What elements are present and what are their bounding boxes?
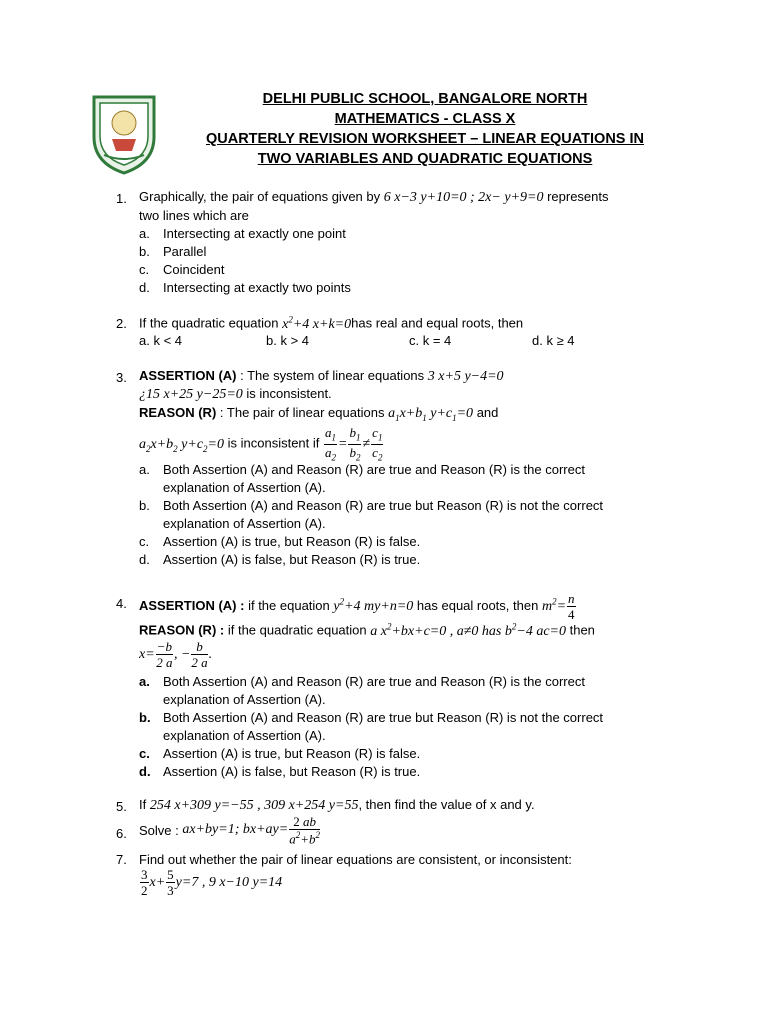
option-letter: b. bbox=[139, 710, 151, 725]
fraction: $\frac{n}{4}$ bbox=[568, 591, 575, 622]
option-letter: a. bbox=[139, 674, 150, 689]
equation: $x^2+4$ x+k=0 bbox=[282, 314, 352, 332]
option-text: Both Assertion (A) and Reason (R) are true and Reason (R) is the correct bbox=[163, 462, 585, 477]
question-7-text: Find out whether the pair of linear equations are consistent, or inconsistent: bbox=[139, 852, 572, 867]
equation: 6 x−3 y+10=0 ; 2x− y+9=0 bbox=[383, 190, 544, 205]
option bbox=[139, 244, 206, 259]
question-7-equation: $\frac{3}{2}$ x+ $\frac{5}{3}$ y=7 , 9 x−10 y=14 bbox=[141, 867, 283, 898]
option-letter: a. bbox=[139, 226, 150, 241]
option bbox=[139, 226, 346, 241]
question-text: Solve : bbox=[139, 822, 179, 838]
reason-line bbox=[139, 621, 595, 640]
assertion-text: has equal roots, then bbox=[416, 597, 539, 613]
reason-text: and bbox=[476, 405, 499, 420]
question-text: has real and equal roots, then bbox=[351, 315, 524, 331]
assertion-label: ASSERTION (A) : bbox=[139, 597, 245, 613]
fraction: $\frac{2 ab}{a^2+b^2}$ bbox=[289, 814, 320, 847]
question-number: 1. bbox=[116, 191, 127, 206]
option-text-cont: explanation of Assertion (A). bbox=[163, 692, 326, 707]
option-letter: b. bbox=[139, 498, 150, 513]
option bbox=[139, 764, 420, 779]
reason-label: REASON (R) : bbox=[139, 622, 225, 638]
option bbox=[139, 262, 224, 277]
option-letter: b. bbox=[139, 244, 150, 259]
option-text: Assertion (A) is true, but Reason (R) is false. bbox=[163, 534, 421, 549]
reason-text: if the quadratic equation bbox=[227, 622, 367, 638]
question-number: 5. bbox=[116, 799, 127, 814]
equation: $a_1x+b_1$ $y+c_1=0$ bbox=[388, 406, 474, 423]
fraction: $\frac{5}{3}$ bbox=[167, 867, 174, 898]
option-text: Intersecting at exactly two points bbox=[163, 280, 351, 295]
worksheet-title-line1: QUARTERLY REVISION WORKSHEET – LINEAR EQUATIONS IN bbox=[205, 131, 644, 147]
option bbox=[139, 552, 420, 567]
fraction: $\frac{-b}{2 a}$ bbox=[156, 639, 173, 670]
option-text: Assertion (A) is true, but Reason (R) is false. bbox=[163, 746, 421, 761]
option-text: Parallel bbox=[163, 244, 207, 259]
option: c. k = 4 bbox=[409, 333, 452, 348]
option: a. k < 4 bbox=[139, 333, 182, 348]
option-letter: c. bbox=[139, 746, 150, 761]
question-number: 4. bbox=[116, 596, 127, 611]
school-logo bbox=[90, 93, 158, 175]
question-number: 3. bbox=[116, 370, 127, 385]
assertion-label: ASSERTION (A) bbox=[139, 368, 237, 383]
fraction: $\frac{a_1}{a_2}$ bbox=[325, 425, 337, 463]
reason-line bbox=[139, 405, 498, 423]
question-2-text bbox=[139, 314, 523, 333]
fraction: $\frac{b}{2 a}$ bbox=[191, 639, 208, 670]
option bbox=[139, 280, 351, 295]
option-letter: c. bbox=[139, 262, 150, 277]
question-text: represents bbox=[547, 189, 609, 204]
reason-line-cont: $a_2x+b_2$ $y+c_2=0$ is inconsistent if $\frac{a_1}{a_2}$ = $\frac{b_1}{b_2}$ ≠ $\frac{c_1}{c_2}$ bbox=[139, 425, 383, 463]
equation: $m^2=$ bbox=[541, 596, 567, 614]
option-text: Both Assertion (A) and Reason (R) are true but Reason (R) is not the correct bbox=[163, 498, 604, 513]
question-text: Graphically, the pair of equations given by bbox=[139, 189, 381, 204]
equation: y=7 , 9 x−10 y=14 bbox=[175, 874, 283, 890]
option bbox=[139, 498, 603, 513]
question-number: 6. bbox=[116, 826, 127, 841]
worksheet-title-line2: TWO VARIABLES AND QUADRATIC EQUATIONS bbox=[257, 151, 593, 167]
option-text: Both Assertion (A) and Reason (R) are true but Reason (R) is not the correct bbox=[163, 710, 604, 725]
option-letter: d. bbox=[139, 280, 150, 295]
fraction: $\frac{3}{2}$ bbox=[141, 867, 148, 898]
fraction: $\frac{c_1}{c_2}$ bbox=[372, 425, 383, 463]
reason-text: is inconsistent if bbox=[227, 435, 320, 451]
option bbox=[139, 674, 585, 689]
question-text: If bbox=[139, 797, 147, 812]
equation: $y^2+4$ my+n=0 bbox=[333, 596, 414, 614]
option bbox=[139, 746, 420, 761]
reason-label: REASON (R) bbox=[139, 405, 217, 420]
option-text: Both Assertion (A) and Reason (R) are true and Reason (R) is the correct bbox=[163, 674, 585, 689]
question-number: 2. bbox=[116, 316, 127, 331]
question-text: If the quadratic equation bbox=[139, 315, 279, 331]
option-text: Assertion (A) is false, but Reason (R) is true. bbox=[163, 552, 421, 567]
option-text-cont: explanation of Assertion (A). bbox=[163, 728, 326, 743]
option-text-cont: explanation of Assertion (A). bbox=[163, 480, 326, 495]
question-number: 7. bbox=[116, 852, 127, 867]
option bbox=[139, 710, 603, 725]
option-text: Intersecting at exactly one point bbox=[163, 226, 346, 241]
assertion-line bbox=[139, 592, 577, 621]
fraction: $\frac{b_1}{b_2}$ bbox=[349, 425, 361, 463]
equation: ¿15 x+25 y−25=0 bbox=[139, 387, 243, 402]
option-letter: c. bbox=[139, 534, 150, 549]
question-6-text bbox=[139, 815, 321, 845]
question-1-text bbox=[139, 189, 609, 206]
option-letter: d. bbox=[139, 552, 150, 567]
option bbox=[139, 534, 420, 549]
school-name: DELHI PUBLIC SCHOOL, BANGALORE NORTH bbox=[262, 91, 588, 107]
equation-part: +4 x+k=0 bbox=[292, 316, 352, 332]
assertion-text: : The system of linear equations bbox=[240, 368, 425, 383]
assertion-text: is inconsistent. bbox=[246, 386, 332, 401]
equation: 254 x+309 y=−55 , 309 x+254 y=55 bbox=[149, 798, 359, 813]
option-text: Assertion (A) is false, but Reason (R) is true. bbox=[163, 764, 421, 779]
question-text: , then find the value of x and y. bbox=[358, 797, 535, 812]
equation: $a_2x+b_2$ $y+c_2=0$ bbox=[139, 436, 224, 454]
option-letter: d. bbox=[139, 764, 151, 779]
option: b. k > 4 bbox=[266, 333, 309, 348]
equation: a $x^2+bx+c=0$ , a≠0 has $b^2-4$ ac=0 bbox=[370, 621, 566, 639]
assertion-text: if the equation bbox=[248, 597, 330, 613]
reason-text: then bbox=[569, 622, 595, 638]
question-5-text bbox=[139, 797, 535, 814]
option-letter: a. bbox=[139, 462, 150, 477]
option: d. k ≥ 4 bbox=[532, 333, 575, 348]
option bbox=[139, 462, 585, 477]
option-text-cont: explanation of Assertion (A). bbox=[163, 516, 326, 531]
option-text: Coincident bbox=[163, 262, 225, 277]
assertion-line-cont bbox=[139, 386, 332, 403]
assertion-line bbox=[139, 368, 504, 385]
reason-formula: x= $\frac{-b}{2 a}$ , − $\frac{b}{2 a}$ . bbox=[139, 639, 213, 670]
question-1-text-cont: two lines which are bbox=[139, 208, 249, 223]
reason-text: : The pair of linear equations bbox=[219, 405, 385, 420]
equation: 3 x+5 y−4=0 bbox=[427, 369, 504, 384]
equation: ax+by=1; bx+ay= bbox=[182, 822, 289, 838]
subject-class: MATHEMATICS - CLASS X bbox=[334, 111, 516, 127]
